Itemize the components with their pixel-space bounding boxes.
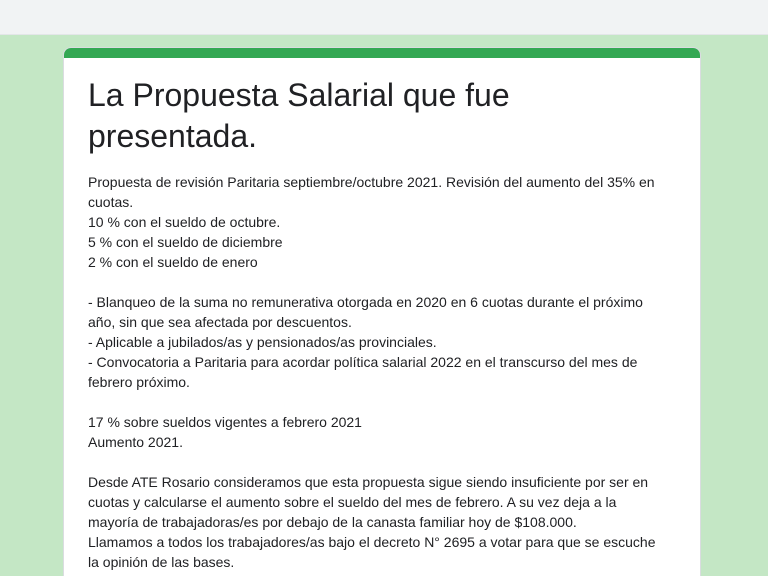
form-header-card bbox=[63, 47, 701, 576]
description-line: 10 % con el sueldo de octubre. bbox=[88, 214, 281, 230]
description-blank-line bbox=[88, 452, 683, 472]
browser-top-bar bbox=[0, 0, 768, 35]
description-line: año, sin que sea afectada por descuentos. bbox=[88, 314, 352, 330]
form-title bbox=[88, 75, 648, 157]
description-line: Llamamos a todos los trabajadores/as bajo el decreto N° 2695 a votar para que se escuche bbox=[88, 534, 656, 550]
description-line: 17 % sobre sueldos vigentes a febrero 2021 bbox=[88, 414, 362, 430]
description-line: Aumento 2021. bbox=[88, 434, 183, 450]
description-line: febrero próximo. bbox=[88, 374, 190, 390]
description-line: 2 % con el sueldo de enero bbox=[88, 254, 258, 270]
description-line: cuotas. bbox=[88, 194, 134, 210]
form-title-line-2: presentada. bbox=[88, 118, 258, 154]
card-accent-bar bbox=[64, 48, 700, 58]
description-line: cuotas y calcularse el aumento sobre el sueldo del mes de febrero. A su vez deja a la bbox=[88, 494, 617, 510]
description-blank-line bbox=[88, 392, 683, 412]
description-line: Desde ATE Rosario consideramos que esta propuesta sigue siendo insuficiente por ser en bbox=[88, 474, 649, 490]
description-line: Propuesta de revisión Paritaria septiembre/octubre 2021. Revisión del aumento del 35% en bbox=[88, 174, 655, 190]
description-line: - Blanqueo de la suma no remunerativa otorgada en 2020 en 6 cuotas durante el próximo bbox=[88, 294, 643, 310]
description-line: - Convocatoria a Paritaria para acordar política salarial 2022 en el transcurso del mes de bbox=[88, 354, 638, 370]
description-line: mayoría de trabajadoras/es por debajo de la canasta familiar hoy de $108.000. bbox=[88, 514, 577, 530]
description-blank-line bbox=[88, 272, 683, 292]
description-line: la opinión de las bases. bbox=[88, 554, 235, 570]
description-line: - Aplicable a jubilados/as y pensionados/as provinciales. bbox=[88, 334, 437, 350]
description-line: 5 % con el sueldo de diciembre bbox=[88, 234, 283, 250]
form-description bbox=[88, 172, 683, 572]
form-title-line-1: La Propuesta Salarial que fue bbox=[88, 77, 510, 113]
